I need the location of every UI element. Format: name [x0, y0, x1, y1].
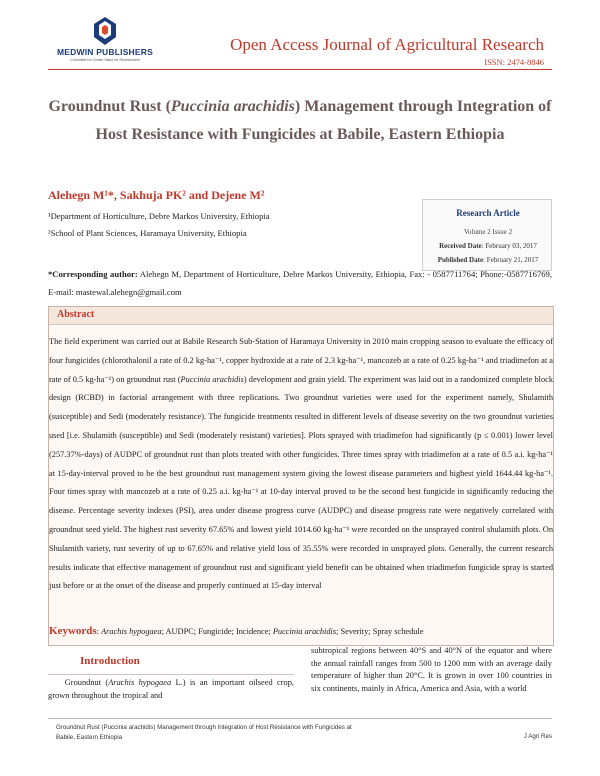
volume-issue: Volume 2 Issue 2 [463, 228, 513, 236]
affiliation-1: ¹Department of Horticulture, Debre Markos University, Ethiopia [48, 211, 270, 221]
introduction-text-left: Groundnut (Arachis hypogaea L.) is an important oilseed crop, grown throughout the tropical and [48, 678, 294, 701]
article-type: Research Article [456, 208, 520, 218]
publisher-logo [50, 15, 160, 70]
published-date: Published Date: February 21, 2017 [437, 256, 539, 264]
received-date: Received Date: February 03, 2017 [439, 242, 537, 250]
abstract-text: The field experiment was carried out at Babile Research Sub-Station of Haramaya University in 2010 main cropping season to evaluate the efficacy of four fungicides (chlorothalonil a rate of 0.2 kg-ha⁻¹, copper hydroxide at a rate of 2.3 kg-ha⁻¹, mancozeb at a rate of 0.25 kg-ha⁻¹ and triadimefon at a rate of 0.5 kg-ha⁻¹) on groundnut rust (Puccinia arachidis) development and grain yield. The experiment was laid out in a randomized complete block design (RCBD) in factorial arrangement with three replications. Two groundnut varieties were used for the experiment namely, Shulamith (susceptible) and Sedi (moderately resistance). The fungicide treatments resulted in different levels of disease severity on the two groundnut varieties used [i.e. Shulamith (susceptible) and Sedi (moderately resistant) varieties]. Plots sprayed with triadimefon had significantly (p ≤ 0.001) lower level (257.37%-days) of AUDPC of groundnut rust than plots treated with other fungicides. Three times spray with triadimefon at a rate of 0.5 a.i. kg-ha⁻¹ at 15-day-interval proved to be the best groundnut rust management system giving the lowest disease parameters and highest yield 1644.44 kg-ha⁻¹. Four times spray with mancozeb at a rate of 0.25 a.i. kg-ha⁻¹ at 10-day interval proved to be the second best fungicide in significantly reducing the disease. Percentage severity indexes (PSI), area under disease progress curve (AUDPC) and disease progress rate were negatively correlated with groundnut seed yield. The highest rust severity 67.65% and lowest yield 1014.60 kg-ha⁻¹ were recorded on the unsprayed control shulamith plots. On Shulamith variety, rust severity of up to 67.65% and relative yield loss of 35.55% were recorded in unsprayed plots. Generally, the current research results indicate that effective management of groundnut rust and significant yield benefit can be obtained when triadimefon fungicide spray is started just before or at the onset of the disease and properly continued at 15-day interval [49, 337, 553, 591]
journal-title: Open Access Journal of Agricultural Research [230, 35, 544, 54]
abstract-box [48, 306, 554, 646]
keywords: Keywords: Arachis hypogaea; AUDPC; Fungicide; Incidence; Puccinia arachidis; Severity; Spray schedule [49, 625, 424, 637]
abstract-heading: Abstract [57, 309, 95, 320]
corresponding-author: *Corresponding author: Alehegn M, Department of Horticulture, Debre Markos University, Ethiopia, Fax: - 0587711764; Phone:-0587716769, E-mail: mastewal.alehegn@gmail.com [48, 269, 552, 297]
affiliation-2: ²School of Plant Sciences, Haramaya University, Ethiopia [48, 228, 247, 238]
paper-title: Groundnut Rust (Puccinia arachidis) Management through Integration of Host Resistance with Fungicides at Babile, Eastern Ethiopia [48, 98, 552, 143]
publisher-name: MEDWIN PUBLISHERS [57, 47, 153, 57]
issn: ISSN: 2474-8846 [484, 57, 544, 67]
introduction-divider [48, 674, 294, 675]
footer-divider [48, 718, 552, 719]
footer-journal: J Agri Res [523, 733, 552, 740]
introduction-heading: Introduction [80, 655, 140, 667]
publisher-logo-icon [94, 17, 116, 45]
article-info-box [422, 199, 552, 271]
abstract-header [49, 307, 553, 325]
header-divider [48, 69, 552, 70]
author-list: Alehegn M¹*, Sakhuja PK² and Dejene M² [48, 188, 265, 202]
introduction-text-right: subtropical regions between 40°S and 40°N of the equator and where the annual rainfall ranges from 500 to 1200 mm with an average daily temperature of higher than 20°C. It is grown in over 100 countries in six continents, mainly in Africa, America and Asia, with a world [311, 646, 552, 693]
publisher-tagline: Committed to Create Value for Researchers [70, 58, 140, 62]
keywords-label: Keywords [49, 625, 97, 637]
footer-citation: Groundnut Rust (Puccinia arachidis) Management through Integration of Host Resistance with Fungicides at Babile, Eastern Ethiopia [56, 724, 352, 741]
